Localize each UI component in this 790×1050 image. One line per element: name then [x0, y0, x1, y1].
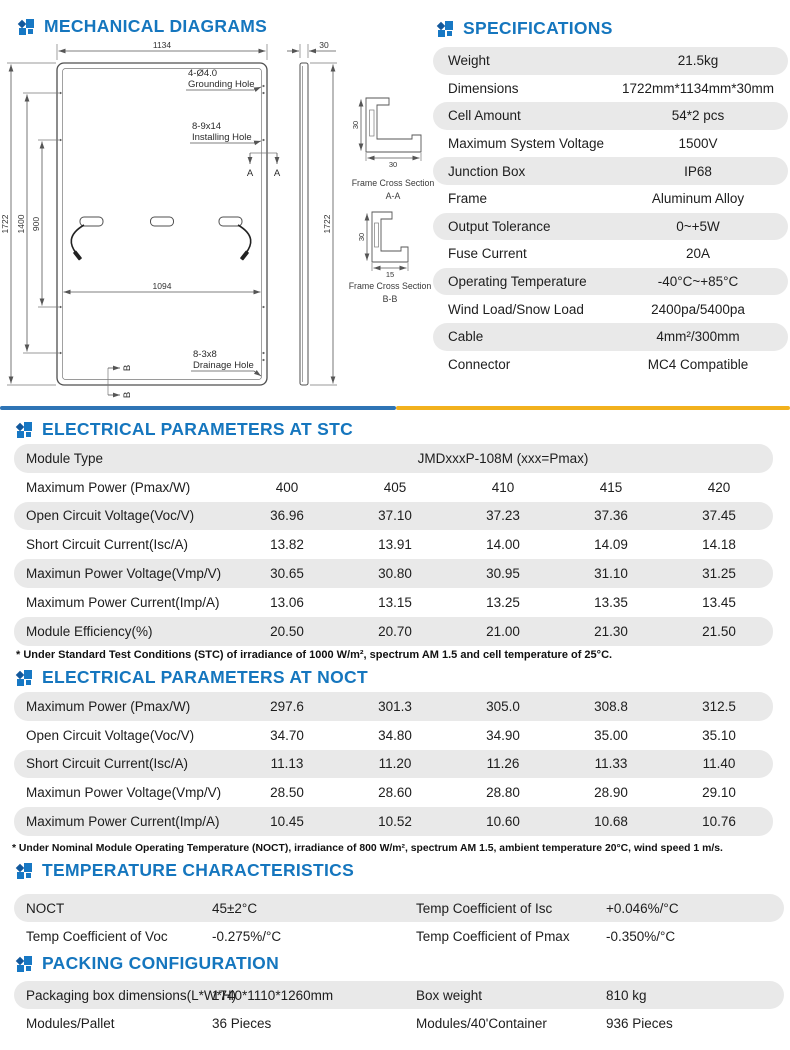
row-label: Temp Coefficient of Isc — [416, 900, 553, 916]
cross-section-label: Frame Cross Section — [351, 178, 435, 188]
cell-value: 31.25 — [702, 566, 736, 582]
dim-width — [57, 40, 267, 60]
row-label: Open Circuit Voltage(Voc/V) — [26, 508, 195, 524]
table-row — [14, 617, 773, 646]
cell-value: 35.10 — [702, 727, 736, 743]
table-row — [14, 807, 773, 836]
temperature-table — [14, 894, 784, 950]
row-label: Temp Coefficient of Pmax — [416, 928, 570, 944]
table-row — [14, 778, 773, 807]
spec-label: Wind Load/Snow Load — [448, 301, 584, 317]
cell-value: 34.70 — [270, 727, 304, 743]
spec-value: MC4 Compatible — [647, 356, 749, 372]
dim-label: 1400 — [16, 214, 26, 234]
cell-value: 13.06 — [270, 594, 304, 610]
cell-value: 308.8 — [594, 698, 628, 714]
table-row — [433, 130, 788, 158]
row-label: Maximum Power (Pmax/W) — [26, 479, 191, 495]
cell-value: 297.6 — [270, 698, 304, 714]
table-row — [14, 981, 784, 1009]
table-row — [14, 750, 773, 779]
section-title: SPECIFICATIONS — [463, 18, 613, 38]
row-label: Maximun Power Voltage(Vmp/V) — [26, 785, 222, 801]
cell-value: 10.52 — [378, 814, 412, 830]
cell-value: -0.350%/°C — [606, 928, 676, 944]
spec-label: Frame — [448, 191, 488, 207]
dim-label: 30 — [319, 40, 329, 50]
cell-value: 10.45 — [270, 814, 304, 830]
table-row — [433, 323, 788, 351]
junction-boxes — [71, 217, 250, 261]
cell-value: 13.82 — [270, 537, 304, 553]
noct-header — [16, 667, 368, 688]
row-label: Box weight — [416, 987, 483, 1003]
table-row — [433, 185, 788, 213]
spec-label: Output Tolerance — [448, 218, 551, 234]
table-row — [433, 213, 788, 241]
spec-label: Fuse Current — [448, 246, 527, 262]
cell-value: 936 Pieces — [606, 1015, 673, 1031]
frame-cross-section-aa — [351, 98, 434, 201]
dim-label: 15 — [385, 270, 395, 279]
mounting-holes — [59, 85, 264, 361]
cell-value: -0.275%/°C — [212, 928, 282, 944]
cell-value: 305.0 — [486, 698, 520, 714]
cell-value: 13.91 — [378, 537, 412, 553]
section-letter: B — [122, 391, 133, 399]
cell-value: 312.5 — [702, 698, 736, 714]
section-title: ELECTRICAL PARAMETERS AT STC — [42, 419, 354, 439]
table-row — [14, 530, 773, 559]
cell-value: 37.45 — [702, 508, 736, 524]
cell-value: 13.25 — [486, 594, 520, 610]
spec-value: 0~+5W — [676, 218, 720, 234]
cell-value: 37.10 — [378, 508, 412, 524]
spec-label: Cable — [448, 329, 484, 345]
spec-value: Aluminum Alloy — [651, 191, 745, 207]
cell-value: 14.18 — [702, 537, 736, 553]
cell-value: 30.80 — [378, 566, 412, 582]
dim-height-left — [0, 63, 59, 385]
dim-label: 900 — [31, 216, 41, 232]
packing-header — [16, 953, 279, 974]
spec-value: 20A — [685, 246, 711, 262]
squares-icon — [16, 670, 33, 686]
cell-value: 28.90 — [594, 785, 628, 801]
table-row — [14, 588, 773, 617]
cross-section-label: Frame Cross Section — [348, 281, 432, 291]
squares-icon — [18, 19, 35, 35]
dim-label: 30 — [388, 160, 398, 169]
spec-label: Cell Amount — [448, 108, 521, 124]
squares-icon — [16, 422, 33, 438]
stc-table — [14, 444, 773, 646]
spec-value: 2400pa/5400pa — [651, 301, 745, 317]
section-title: MECHANICAL DIAGRAMS — [44, 16, 268, 36]
cell-value: 301.3 — [378, 698, 412, 714]
cell-value: 36 Pieces — [212, 1015, 272, 1031]
cell-value: 13.15 — [378, 594, 412, 610]
cell-value: 11.40 — [702, 756, 736, 772]
row-label: Packaging box dimensions(L*W*H) — [26, 987, 237, 1003]
callout-text: 8-3x8 — [193, 349, 217, 360]
table-row — [14, 559, 773, 588]
cell-value: 35.00 — [594, 727, 628, 743]
dim-label: 30 — [357, 232, 366, 242]
spec-value: -40°C~+85°C — [657, 274, 739, 290]
cell-value: 13.35 — [594, 594, 628, 610]
cell-value: 10.76 — [702, 814, 736, 830]
dim-hole-spacing — [64, 281, 261, 292]
cell-value: 405 — [383, 479, 407, 495]
row-label: Maximum Power (Pmax/W) — [26, 698, 191, 714]
spec-value: IP68 — [684, 163, 712, 179]
section-b-marks — [108, 365, 133, 398]
cell-value: 21.00 — [486, 623, 520, 639]
cell-value: 28.50 — [270, 785, 304, 801]
section-a-marks — [247, 153, 281, 179]
panel-side-view — [287, 40, 337, 385]
cell-value: 21.50 — [702, 623, 736, 639]
table-row — [433, 75, 788, 103]
cable-right — [238, 225, 251, 253]
temperature-header — [16, 860, 354, 881]
dim-label: 1094 — [152, 281, 172, 291]
connector-right — [240, 250, 249, 260]
installing-hole-callout — [190, 121, 261, 143]
row-label: Module Efficiency(%) — [26, 623, 153, 639]
spec-label: Dimensions — [448, 80, 519, 96]
cross-section-name: A-A — [385, 191, 401, 201]
callout-text: Drainage Hole — [193, 360, 254, 371]
spec-label: Operating Temperature — [448, 274, 587, 290]
cell-value: 11.20 — [378, 756, 412, 772]
table-row — [433, 351, 788, 379]
cell-value: 30.95 — [486, 566, 520, 582]
table-row — [14, 1009, 784, 1037]
row-label: NOCT — [26, 900, 65, 916]
section-letter: B — [122, 364, 133, 372]
grounding-hole-callout — [186, 68, 261, 90]
cell-value: 1740*1110*1260mm — [212, 987, 334, 1003]
cell-value: 30.65 — [270, 566, 304, 582]
table-row — [14, 692, 773, 721]
table-row — [14, 721, 773, 750]
cell-value: 410 — [491, 479, 515, 495]
mechanical-diagram — [0, 40, 440, 402]
table-row — [433, 240, 788, 268]
stc-header — [16, 419, 353, 440]
cross-section-name: B-B — [382, 294, 398, 304]
spec-label: Connector — [448, 356, 511, 372]
table-row — [433, 102, 788, 130]
cell-value: 37.23 — [486, 508, 520, 524]
spec-label: Maximum System Voltage — [448, 136, 605, 152]
connector-left — [73, 250, 82, 260]
cell-value: 14.00 — [486, 537, 520, 553]
table-row — [433, 47, 788, 75]
dim-label: 30 — [351, 120, 360, 130]
section-title: PACKING CONFIGURATION — [42, 953, 280, 973]
cell-value: 45±2°C — [212, 900, 258, 916]
frame-cross-section-bb — [349, 212, 432, 304]
section-letter: A — [246, 168, 254, 179]
row-label: Temp Coefficient of Voc — [26, 928, 168, 944]
cell-value: 20.70 — [378, 623, 412, 639]
cell-value: 415 — [599, 479, 623, 495]
row-label: Short Circuit Current(Isc/A) — [26, 756, 189, 772]
section-title: TEMPERATURE CHARACTERISTICS — [42, 860, 355, 880]
cell-value: 28.80 — [486, 785, 520, 801]
cell-value: 420 — [707, 479, 731, 495]
drainage-hole-callout — [191, 349, 261, 376]
noct-footnote: * Under Nominal Module Operating Temperature (NOCT), irradiance of 800 W/m², spectrum AM 1.5, ambient temperature 20°C, wind speed 1 m/s. — [12, 843, 723, 854]
callout-text: 8-9x14 — [192, 121, 222, 132]
cell-value: 31.10 — [594, 566, 628, 582]
dim-label: 1134 — [152, 40, 172, 50]
callout-text: 4-Ø4.0 — [188, 68, 218, 79]
spec-label: Weight — [448, 53, 490, 69]
callout-text: Grounding Hole — [188, 79, 255, 90]
section-letter: A — [273, 168, 281, 179]
spec-value: 1722mm*1134mm*30mm — [621, 80, 775, 96]
cell-value: +0.046%/°C — [606, 900, 679, 916]
cell-value: 28.60 — [378, 785, 412, 801]
squares-icon — [16, 956, 33, 972]
cell-value: 37.36 — [594, 508, 628, 524]
section-divider — [0, 406, 790, 410]
cell-value: 810 kg — [606, 987, 647, 1003]
row-label: Modules/Pallet — [26, 1015, 115, 1031]
cell-value: 13.45 — [702, 594, 736, 610]
spec-value: 54*2 pcs — [671, 108, 725, 124]
cell-value: 36.96 — [270, 508, 304, 524]
row-label: Maximum Power Current(Imp/A) — [26, 814, 220, 830]
cell-value: 20.50 — [270, 623, 304, 639]
specifications-table — [433, 47, 788, 378]
mechanical-diagrams-header — [18, 16, 267, 37]
cable-left — [71, 225, 84, 253]
cell-value: 11.33 — [594, 756, 628, 772]
stc-footnote: * Under Standard Test Conditions (STC) of irradiance of 1000 W/m², spectrum AM 1.5 and cell temperature of 25°C. — [16, 649, 613, 661]
packing-table — [14, 981, 784, 1037]
row-label: Maximum Power Current(Imp/A) — [26, 594, 220, 610]
spec-value: 21.5kg — [677, 53, 719, 69]
cell-value: 11.13 — [270, 756, 304, 772]
row-label: Modules/40'Container — [416, 1015, 547, 1031]
spec-value: 4mm²/300mm — [656, 329, 740, 345]
cell-value: 14.09 — [594, 537, 628, 553]
table-row — [433, 268, 788, 296]
cell-value: 34.80 — [378, 727, 412, 743]
table-row — [14, 922, 784, 950]
table-row — [433, 157, 788, 185]
spec-label: Junction Box — [448, 163, 526, 179]
specifications-header — [437, 18, 613, 39]
table-row — [433, 295, 788, 323]
table-row — [14, 473, 773, 502]
dim-label: 1722 — [322, 214, 332, 234]
dim-label: 1722 — [0, 214, 10, 234]
cell-value: 11.26 — [486, 756, 520, 772]
table-row — [14, 444, 773, 473]
cell-value: 10.68 — [594, 814, 628, 830]
cell-value: 10.60 — [486, 814, 520, 830]
module-type-value: JMDxxxP-108M (xxx=Pmax) — [417, 450, 589, 466]
table-row — [14, 894, 784, 922]
row-label: Maximun Power Voltage(Vmp/V) — [26, 566, 222, 582]
cell-value: 21.30 — [594, 623, 628, 639]
section-title: ELECTRICAL PARAMETERS AT NOCT — [42, 667, 368, 687]
spec-value: 1500V — [678, 136, 718, 152]
noct-table — [14, 692, 773, 836]
cell-value: 34.90 — [486, 727, 520, 743]
row-label: Short Circuit Current(Isc/A) — [26, 537, 189, 553]
row-label: Module Type — [26, 450, 104, 466]
row-label: Open Circuit Voltage(Voc/V) — [26, 727, 195, 743]
cell-value: 29.10 — [702, 785, 736, 801]
squares-icon — [16, 863, 33, 879]
squares-icon — [437, 21, 454, 37]
table-row — [14, 502, 773, 531]
callout-text: Installing Hole — [192, 132, 252, 143]
panel-front-view — [57, 63, 267, 385]
cell-value: 400 — [275, 479, 299, 495]
